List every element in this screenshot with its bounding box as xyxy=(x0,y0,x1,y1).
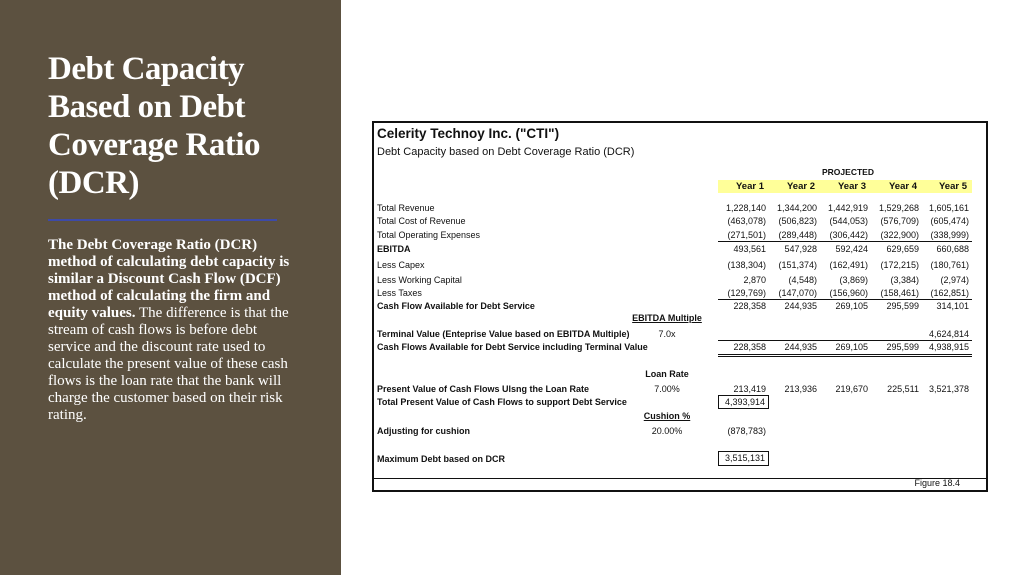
cell-value: 244,935 xyxy=(784,301,817,311)
cell-value: (506,823) xyxy=(778,216,817,226)
cell-value: 269,105 xyxy=(835,342,868,352)
projected-label: PROJECTED xyxy=(822,167,874,177)
cell-value: 4,624,814 xyxy=(928,329,969,339)
cell-value: 244,935 xyxy=(784,342,817,352)
cell-value: (156,960) xyxy=(829,288,868,298)
cell-value: (605,474) xyxy=(930,216,969,226)
ebitda-multiple-header: EBITDA Multiple xyxy=(632,313,702,323)
caption-rule xyxy=(374,478,986,479)
table-row xyxy=(374,328,986,340)
row-label: Total Present Value of Cash Flows to support Debt Service xyxy=(377,397,627,407)
cell-value: 3,521,378 xyxy=(928,384,969,394)
cell-value: 493,561 xyxy=(733,244,766,254)
total-pv-box: 4,393,914 xyxy=(718,395,769,409)
cell-value: (4,548) xyxy=(788,275,817,285)
table-row xyxy=(374,202,986,214)
cell-value: (2,974) xyxy=(940,275,969,285)
cell-value: 1,344,200 xyxy=(776,203,817,213)
cushion-header: Cushion % xyxy=(643,411,691,421)
slide-body-text xyxy=(48,237,303,424)
title-line: (DCR) xyxy=(48,165,139,201)
row-label: Maximum Debt based on DCR xyxy=(377,454,506,464)
cell-value: (158,461) xyxy=(880,288,919,298)
cell-value: 213,936 xyxy=(784,384,817,394)
year-header: Year 1 xyxy=(718,180,769,193)
cushion-percent: 20.00% xyxy=(651,426,683,436)
sidebar-panel xyxy=(0,0,341,575)
cell-value: (463,078) xyxy=(727,216,766,226)
table-row xyxy=(374,383,986,395)
body-bold-text: The Debt Coverage Ratio (DCR) method of calculating debt capacity is similar a Discount Cash Flow (DCF) method of calculating the firm and equity values. xyxy=(48,237,290,321)
year-header: Year 4 xyxy=(871,180,922,193)
table-row xyxy=(374,287,986,299)
cell-value: 2,870 xyxy=(743,275,766,285)
cell-value: 660,688 xyxy=(936,244,969,254)
cell-value: 295,599 xyxy=(886,301,919,311)
row-label: Total Revenue xyxy=(377,203,435,213)
cell-value: (544,053) xyxy=(829,216,868,226)
table-row xyxy=(374,341,986,353)
year-header: Year 2 xyxy=(769,180,820,193)
cell-value: (322,900) xyxy=(880,230,919,240)
cell-value: 219,670 xyxy=(835,384,868,394)
table-row xyxy=(374,300,986,312)
cell-value: (138,304) xyxy=(727,260,766,270)
title-line: Debt Capacity xyxy=(48,51,245,87)
loan-rate-header: Loan Rate xyxy=(645,369,689,379)
cell-value: (306,442) xyxy=(829,230,868,240)
cell-value: 228,358 xyxy=(733,342,766,352)
table-row xyxy=(374,243,986,255)
cell-value: (151,374) xyxy=(778,260,817,270)
table-row xyxy=(374,215,986,227)
figure-caption: Figure 18.4 xyxy=(914,478,960,488)
cell-value: (129,769) xyxy=(727,288,766,298)
title-divider xyxy=(48,219,277,221)
cell-value: (576,709) xyxy=(880,216,919,226)
table-row xyxy=(374,425,986,437)
cell-value: (147,070) xyxy=(778,288,817,298)
cell-value: (878,783) xyxy=(727,426,766,436)
loan-rate-value: 7.00% xyxy=(654,384,680,394)
total-rule xyxy=(718,356,972,357)
row-label: Terminal Value (Enteprise Value based on EBITDA Multiple) xyxy=(377,329,630,339)
cell-value: 629,659 xyxy=(886,244,919,254)
cell-value: 592,424 xyxy=(835,244,868,254)
row-label: Total Cost of Revenue xyxy=(377,216,466,226)
cell-value: (172,215) xyxy=(880,260,919,270)
cell-value: 4,938,915 xyxy=(928,342,969,352)
cell-value: (162,491) xyxy=(829,260,868,270)
figure-subtitle: Debt Capacity based on Debt Coverage Ratio (DCR) xyxy=(377,146,635,158)
table-row xyxy=(374,229,986,241)
year-header: Year 5 xyxy=(922,180,972,193)
max-debt-box: 3,515,131 xyxy=(718,451,769,466)
row-label: Cash Flows Available for Debt Service including Terminal Value xyxy=(377,342,648,352)
row-label: Cash Flow Available for Debt Service xyxy=(377,301,535,311)
row-label: Adjusting for cushion xyxy=(377,426,470,436)
table-row xyxy=(374,274,986,286)
cell-value: 269,105 xyxy=(835,301,868,311)
cell-value: 228,358 xyxy=(733,301,766,311)
cell-value: (162,851) xyxy=(930,288,969,298)
year-header: Year 3 xyxy=(820,180,871,193)
title-line: Coverage Ratio xyxy=(48,127,261,163)
cell-value: 1,605,161 xyxy=(928,203,969,213)
row-label: EBITDA xyxy=(377,244,411,254)
terminal-multiple: 7.0x xyxy=(658,329,676,339)
table-row xyxy=(374,259,986,271)
table-row xyxy=(374,396,986,408)
row-label: Less Capex xyxy=(377,260,425,270)
cell-value: 225,511 xyxy=(887,384,919,394)
cell-value: (3,869) xyxy=(839,275,868,285)
subtotal-rule xyxy=(718,241,972,242)
row-label: Total Operating Expenses xyxy=(377,230,481,240)
cell-value: (338,999) xyxy=(930,230,969,240)
row-label: Less Taxes xyxy=(377,288,422,298)
total-rule xyxy=(718,354,972,355)
cell-value: 1,228,140 xyxy=(725,203,766,213)
cell-value: (3,384) xyxy=(890,275,919,285)
row-label: Present Value of Cash Flows Ulsng the Loan Rate xyxy=(377,384,590,394)
cell-value: 213,419 xyxy=(733,384,766,394)
cell-value: 1,529,268 xyxy=(878,203,919,213)
row-label: Less Working Capital xyxy=(377,275,462,285)
title-line: Based on Debt xyxy=(48,89,246,125)
cell-value: 295,599 xyxy=(886,342,919,352)
cell-value: (289,448) xyxy=(778,230,817,240)
cell-value: (271,501) xyxy=(727,230,766,240)
cell-value: 314,101 xyxy=(936,301,969,311)
body-regular-text: The difference is that the stream of cash flows is before debt service and the discount rate used to calculate the present value of these cash flows is the loan rate that the bank will charge the customer based on their risk rating. xyxy=(48,305,289,423)
cell-value: 1,442,919 xyxy=(827,203,868,213)
cell-value: 547,928 xyxy=(784,244,817,254)
cell-value: (180,761) xyxy=(930,260,969,270)
table-row xyxy=(374,453,986,465)
dcr-figure xyxy=(372,121,988,492)
slide-title xyxy=(48,50,328,202)
figure-title: Celerity Technoy Inc. ("CTI") xyxy=(377,126,560,141)
